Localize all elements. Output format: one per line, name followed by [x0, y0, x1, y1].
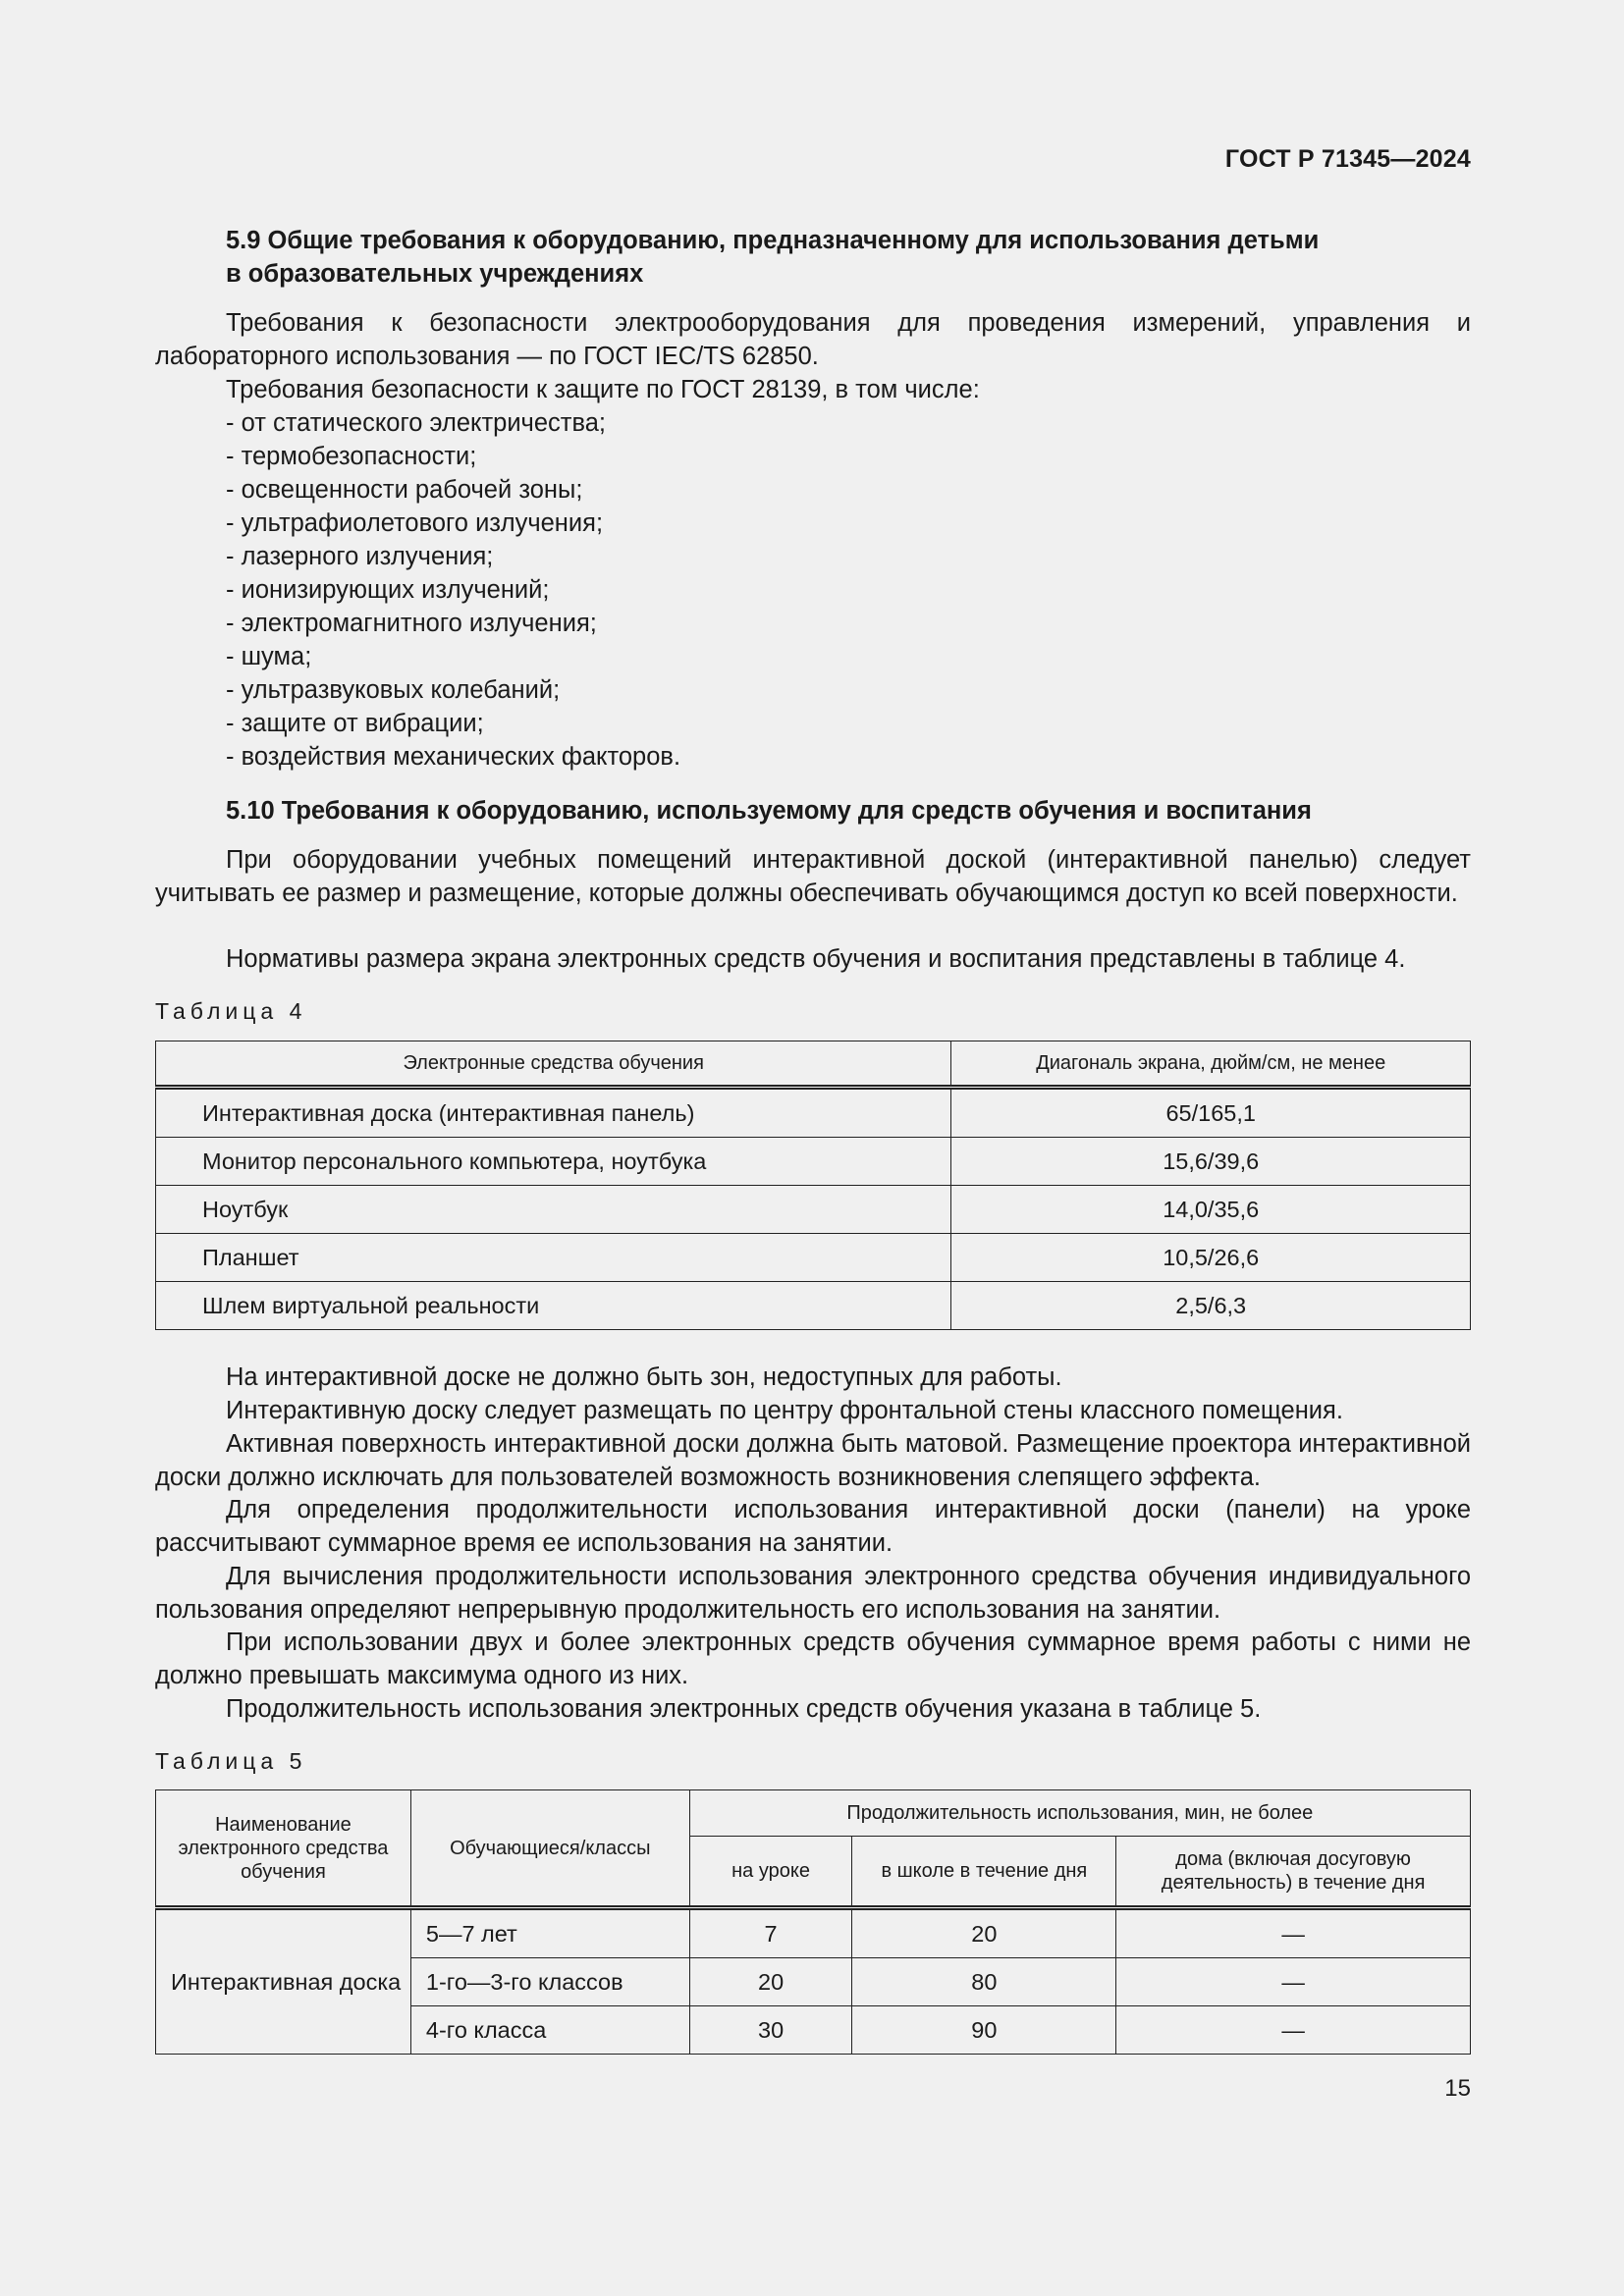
- home-cell: —: [1116, 2006, 1471, 2055]
- column-header-device-name: Наименование электронного средства обучения: [156, 1790, 411, 1908]
- section-5-9-heading-line2: в образовательных учреждениях: [226, 260, 644, 288]
- section-5-9-heading: [226, 224, 1453, 291]
- device-cell: Интерактивная доска (интерактивная панель): [156, 1088, 951, 1138]
- lesson-cell: 30: [689, 2006, 852, 2055]
- paragraph-board-duration: Для определения продолжительности использования интерактивной доски (панели) на уроке рассчитывают суммарное время ее использования на занятии.: [155, 1496, 1471, 1557]
- section-5-10-paragraph-1: При оборудовании учебных помещений интерактивной доской (интерактивной панелью) следует учитывать ее размер и размещение, которые должны обеспечивать обучающимся доступ ко всей поверхности.: [155, 846, 1471, 907]
- usage-duration-table: [155, 1789, 1471, 2055]
- device-cell: Планшет: [156, 1234, 951, 1282]
- list-item: - ультразвуковых колебаний;: [226, 676, 561, 704]
- page-number: 15: [1444, 2075, 1471, 2102]
- school-cell: 90: [852, 2006, 1116, 2055]
- list-item: - от статического электричества;: [226, 409, 606, 437]
- column-header-home: дома (включая досуговую деятельность) в течение дня: [1116, 1837, 1471, 1908]
- table-row: [156, 1186, 1471, 1234]
- paragraph-no-inaccessible-zones: На интерактивной доске не должно быть зон, недоступных для работы.: [226, 1363, 1062, 1391]
- lesson-cell: 20: [689, 1958, 852, 2006]
- table-row: [156, 1234, 1471, 1282]
- column-header-lesson: на уроке: [689, 1837, 852, 1908]
- students-cell: 4-го класса: [410, 2006, 689, 2055]
- device-name-cell: Интерактивная доска: [156, 1908, 411, 2055]
- paragraph-table5-reference: Продолжительность использования электронных средств обучения указана в таблице 5.: [226, 1695, 1262, 1723]
- home-cell: —: [1116, 1908, 1471, 1958]
- column-header-duration: Продолжительность использования, мин, не более: [689, 1790, 1470, 1837]
- column-header: Диагональ экрана, дюйм/см, не менее: [951, 1041, 1471, 1088]
- table-4-caption: Таблица 4: [155, 998, 307, 1024]
- diagonal-cell: 65/165,1: [951, 1088, 1471, 1138]
- list-item: - шума;: [226, 643, 312, 670]
- paragraph-multiple-devices: При использовании двух и более электронных средств обучения суммарное время работы с ними не должно превышать максимума одного из них.: [155, 1629, 1471, 1689]
- safety-requirements-list: [226, 406, 680, 774]
- device-cell: Монитор персонального компьютера, ноутбука: [156, 1138, 951, 1186]
- section-5-9-paragraph-2: Требования безопасности к защите по ГОСТ 28139, в том числе:: [226, 376, 980, 403]
- list-item: - лазерного излучения;: [226, 543, 494, 570]
- table-row: [156, 1908, 1471, 1958]
- students-cell: 1-го—3-го классов: [410, 1958, 689, 2006]
- column-header-students: Обучающиеся/классы: [410, 1790, 689, 1908]
- students-cell: 5—7 лет: [410, 1908, 689, 1958]
- section-5-9-paragraph-1: Требования к безопасности электрооборудования для проведения измерений, управления и лабораторного использования — по ГОСТ IEC/TS 62850.: [155, 309, 1471, 370]
- home-cell: —: [1116, 1958, 1471, 2006]
- list-item: - защите от вибрации;: [226, 710, 484, 737]
- column-header-school: в школе в течение дня: [852, 1837, 1116, 1908]
- diagonal-cell: 14,0/35,6: [951, 1186, 1471, 1234]
- list-item: - термобезопасности;: [226, 443, 477, 470]
- school-cell: 20: [852, 1908, 1116, 1958]
- paragraph-individual-duration: Для вычисления продолжительности использования электронного средства обучения индивидуального пользования определяют непрерывную продолжительность его использования на занятии.: [155, 1563, 1471, 1624]
- paragraph-matte-surface: Активная поверхность интерактивной доски должна быть матовой. Размещение проектора интерактивной доски должно исключать для пользователей возможность возникновения слепящего эффекта.: [155, 1430, 1471, 1491]
- list-item: - ионизирующих излучений;: [226, 576, 550, 604]
- document-code: ГОСТ Р 71345—2024: [1224, 145, 1471, 173]
- list-item: - воздействия механических факторов.: [226, 743, 681, 771]
- diagonal-cell: 10,5/26,6: [951, 1234, 1471, 1282]
- screen-size-table: [155, 1041, 1471, 1330]
- table-header-row: [156, 1790, 1471, 1837]
- column-header: Электронные средства обучения: [156, 1041, 951, 1088]
- diagonal-cell: 2,5/6,3: [951, 1282, 1471, 1330]
- table-header-row: [156, 1041, 1471, 1088]
- list-item: - электромагнитного излучения;: [226, 610, 597, 637]
- device-cell: Шлем виртуальной реальности: [156, 1282, 951, 1330]
- table-5-caption: Таблица 5: [155, 1748, 307, 1774]
- lesson-cell: 7: [689, 1908, 852, 1958]
- section-5-9-heading-line1: 5.9 Общие требования к оборудованию, предназначенному для использования детьми: [226, 227, 1320, 254]
- section-5-10-paragraph-2: Нормативы размера экрана электронных средств обучения и воспитания представлены в таблице 4.: [226, 945, 1406, 973]
- list-item: - ультрафиолетового излучения;: [226, 509, 604, 537]
- list-item: - освещенности рабочей зоны;: [226, 476, 583, 504]
- school-cell: 80: [852, 1958, 1116, 2006]
- diagonal-cell: 15,6/39,6: [951, 1138, 1471, 1186]
- section-5-10-heading: 5.10 Требования к оборудованию, используемому для средств обучения и воспитания: [226, 797, 1312, 825]
- table-row: [156, 1138, 1471, 1186]
- device-cell: Ноутбук: [156, 1186, 951, 1234]
- table-row: [156, 1282, 1471, 1330]
- table-row: [156, 1088, 1471, 1138]
- paragraph-board-placement: Интерактивную доску следует размещать по центру фронтальной стены классного помещения.: [226, 1397, 1343, 1424]
